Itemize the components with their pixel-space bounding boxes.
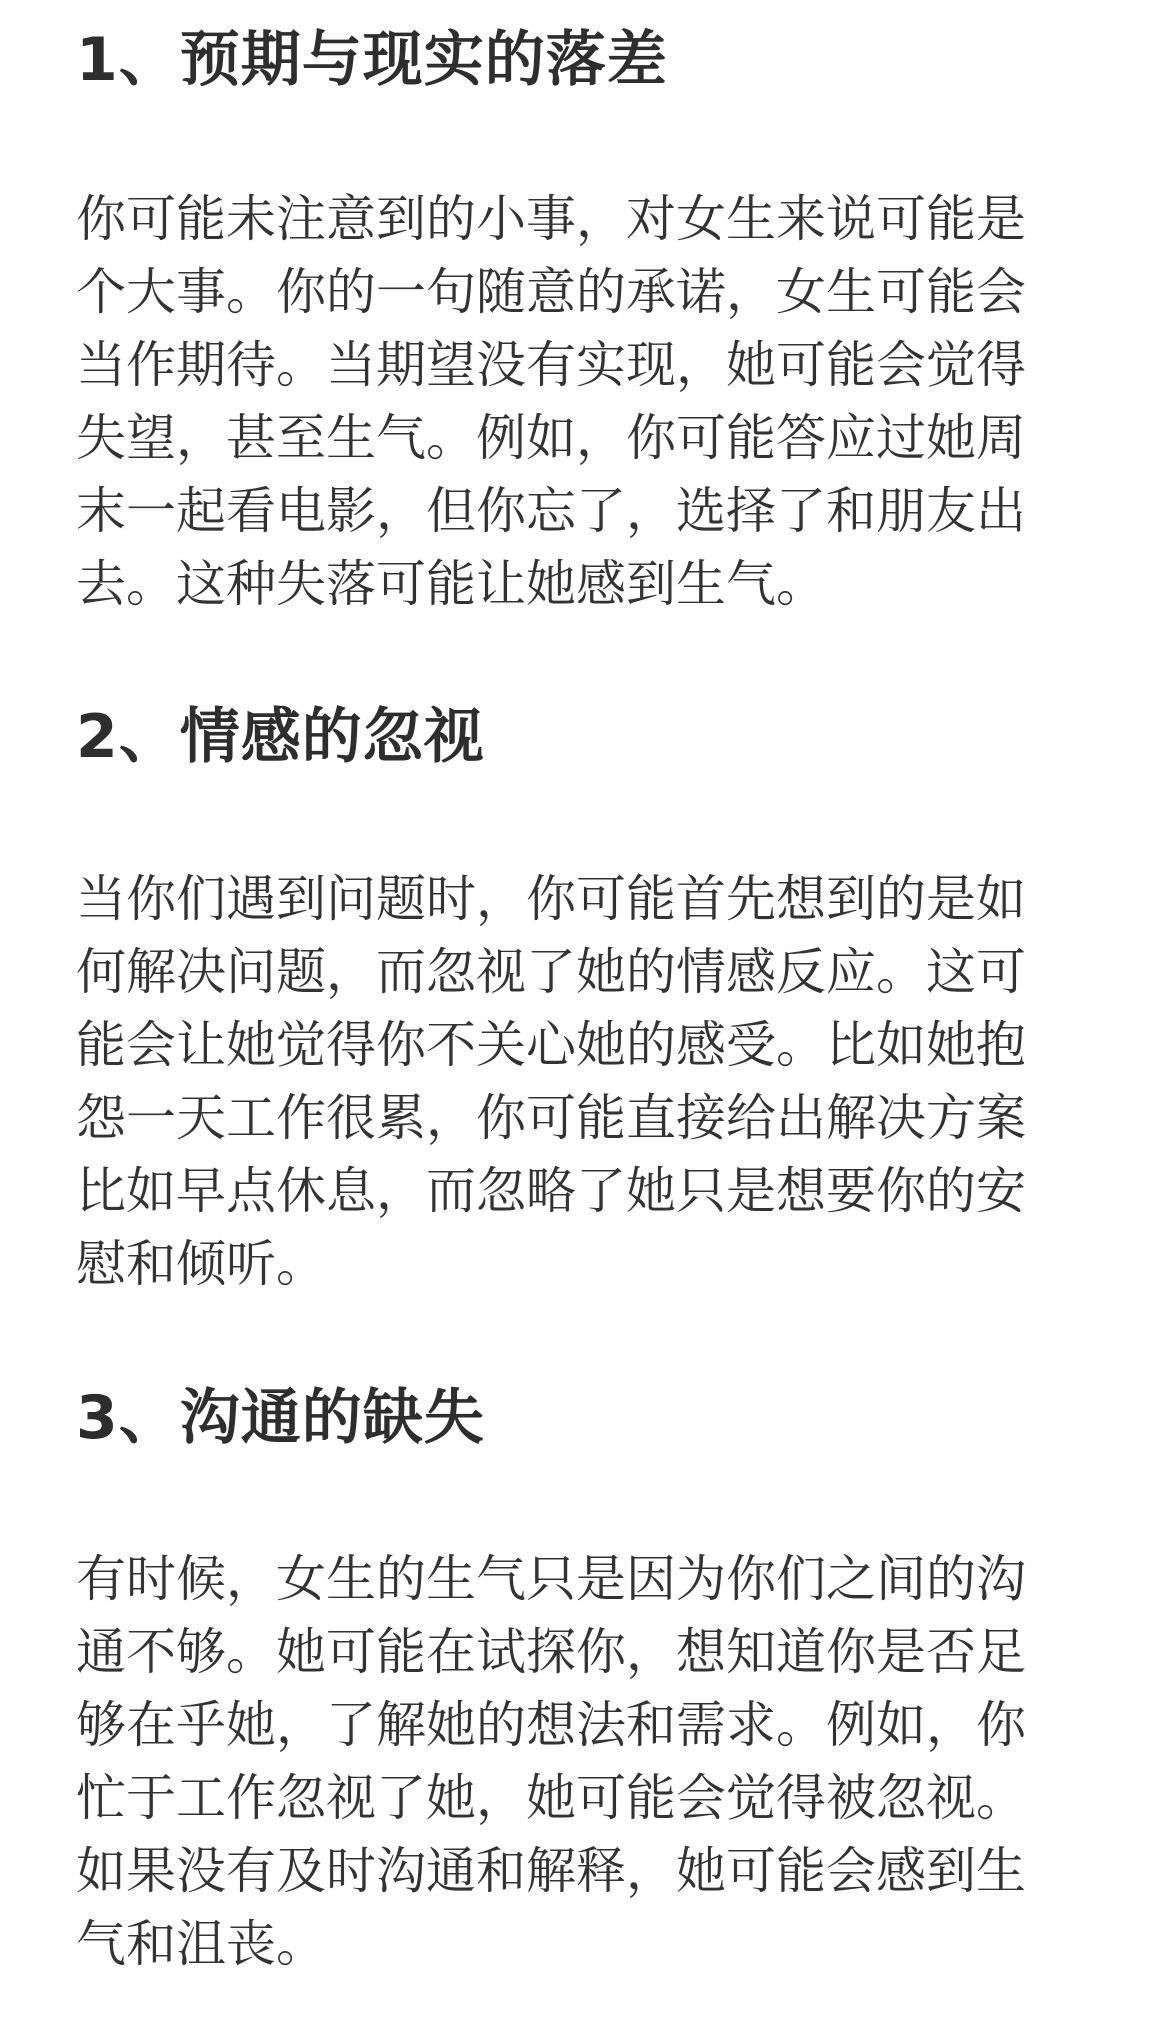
paragraph-line: 末一起看电影，但你忘了，选择了和朋友出 [76,482,1026,540]
paragraph-line: 通不够。她可能在试探你，想知道你是否足 [76,1623,1026,1681]
section-paragraph-2 [76,863,1076,1301]
section-paragraph-1 [76,183,1076,621]
paragraph-line: 慰和倾听。 [76,1235,326,1293]
paragraph-line: 你可能未注意到的小事，对女生来说可能是 [76,190,1026,248]
paragraph-line: 何解决问题，而忽视了她的情感反应。这可 [76,943,1026,1001]
section-heading-1: 1、预期与现实的落差 [76,25,668,95]
section-heading-3: 3、沟通的缺失 [76,1383,485,1453]
paragraph-line: 当作期待。当期望没有实现，她可能会觉得 [76,336,1026,394]
paragraph-line: 比如早点休息，而忽略了她只是想要你的安 [76,1162,1026,1220]
section-heading-2: 2、情感的忽视 [76,702,485,772]
paragraph-line: 气和沮丧。 [76,1915,326,1973]
paragraph-line: 失望，甚至生气。例如，你可能答应过她周 [76,409,1026,467]
paragraph-line: 够在乎她，了解她的想法和需求。例如，你 [76,1696,1026,1754]
paragraph-line: 个大事。你的一句随意的承诺，女生可能会 [76,263,1026,321]
paragraph-line: 如果没有及时沟通和解释，她可能会感到生 [76,1842,1026,1900]
paragraph-line: 能会让她觉得你不关心她的感受。比如她抱 [76,1016,1026,1074]
paragraph-line: 怨一天工作很累，你可能直接给出解决方案 [76,1089,1026,1147]
section-paragraph-3 [76,1543,1076,1981]
paragraph-line: 忙于工作忽视了她，她可能会觉得被忽视。 [76,1769,1026,1827]
paragraph-line: 当你们遇到问题时，你可能首先想到的是如 [76,870,1026,928]
paragraph-line: 有时候，女生的生气只是因为你们之间的沟 [76,1550,1026,1608]
paragraph-line: 去。这种失落可能让她感到生气。 [76,555,826,613]
